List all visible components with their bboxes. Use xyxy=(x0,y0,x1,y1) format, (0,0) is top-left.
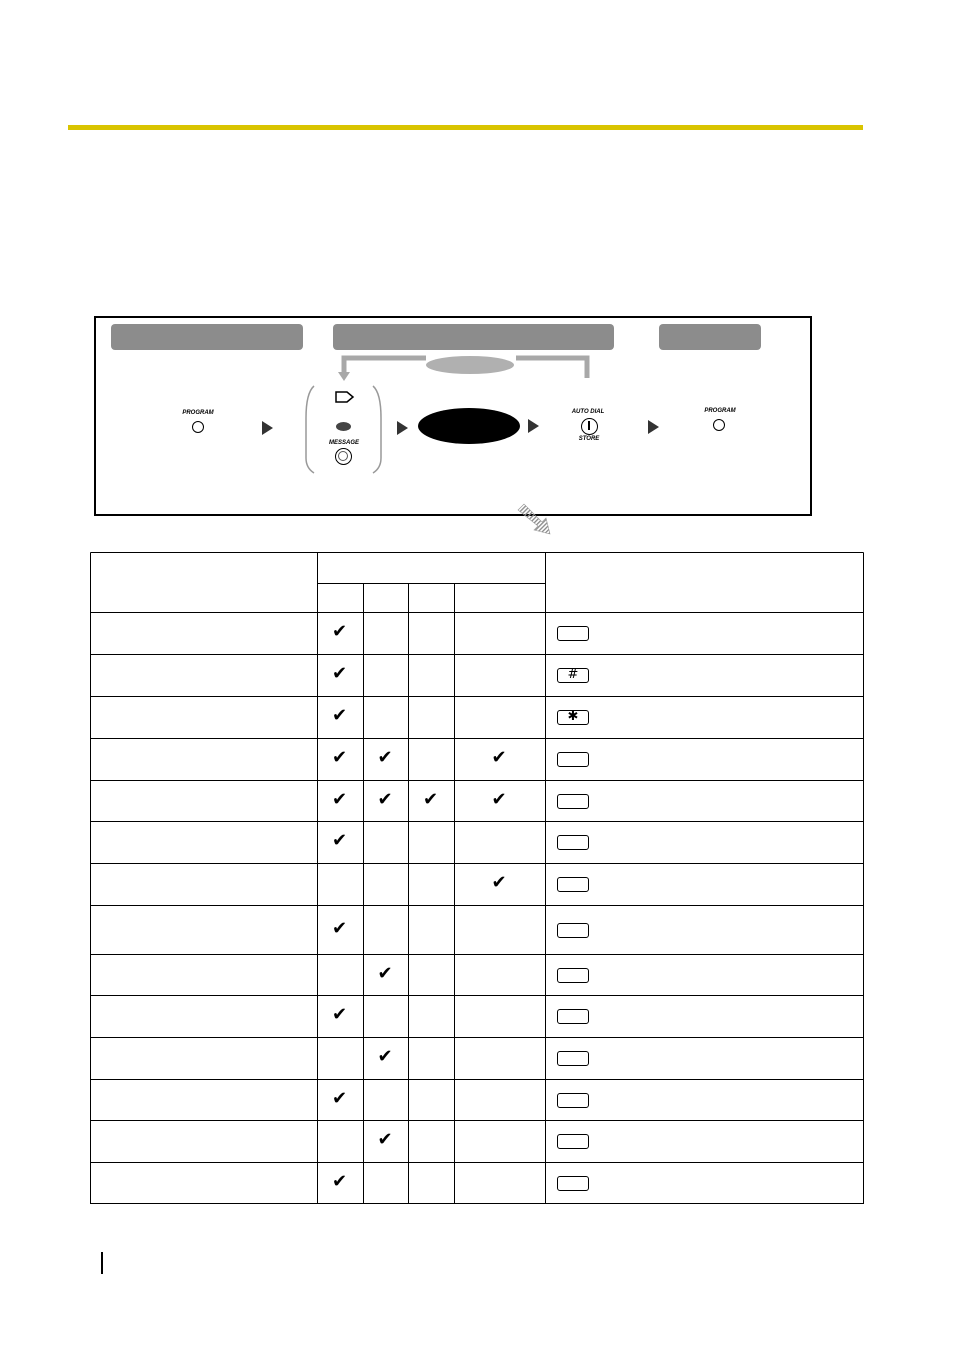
check-mark-icon: ✔ xyxy=(332,917,348,939)
dial-key-icon xyxy=(557,794,589,809)
check-mark-icon: ✔ xyxy=(491,872,507,893)
check-mark-icon: ✔ xyxy=(332,705,348,726)
settings-table xyxy=(90,552,864,1204)
table-grid xyxy=(90,552,864,1204)
check-mark-icon: ✔ xyxy=(332,621,348,642)
dial-key-icon xyxy=(557,1134,589,1149)
program-button[interactable] xyxy=(192,421,204,433)
dial-key-icon xyxy=(557,1009,589,1024)
check-mark-icon: ✔ xyxy=(423,788,439,810)
message-label: MESSAGE xyxy=(328,440,359,446)
dial-key-icon xyxy=(557,1051,589,1066)
dial-key-icon: # xyxy=(557,668,589,683)
led-indicator xyxy=(336,422,351,431)
input-oval xyxy=(418,408,520,444)
check-mark-icon: ✔ xyxy=(377,1129,393,1150)
arrow-icon xyxy=(397,421,408,435)
check-mark-icon: ✔ xyxy=(377,747,393,768)
arrow-icon xyxy=(648,420,659,434)
check-mark-icon: ✔ xyxy=(491,747,507,768)
store-label: STORE xyxy=(578,436,600,442)
check-mark-icon: ✔ xyxy=(491,788,507,810)
dial-key-icon xyxy=(557,923,589,938)
dial-key-icon xyxy=(557,626,589,641)
check-mark-icon: ✔ xyxy=(332,747,348,768)
dial-key-icon xyxy=(557,1176,589,1191)
loop-oval xyxy=(426,356,514,374)
procedure-panel xyxy=(94,316,812,516)
program-end-label: PROGRAM xyxy=(704,408,736,414)
check-mark-icon: ✔ xyxy=(332,1004,348,1025)
line-key-icon[interactable] xyxy=(334,390,356,404)
continued-arrow-icon xyxy=(516,502,556,538)
auto-dial-store-button[interactable] xyxy=(581,418,598,435)
dial-key-icon xyxy=(557,1093,589,1108)
header-rule xyxy=(68,125,863,130)
message-button[interactable] xyxy=(335,448,352,465)
arrow-icon xyxy=(262,421,273,435)
auto-dial-label: AUTO DIAL xyxy=(571,409,605,415)
arrow-icon xyxy=(528,419,539,433)
check-mark-icon: ✔ xyxy=(377,962,393,984)
check-mark-icon: ✔ xyxy=(377,788,393,810)
program-end-button[interactable] xyxy=(713,419,725,431)
check-mark-icon: ✔ xyxy=(332,1170,348,1192)
dial-key-icon xyxy=(557,877,589,892)
check-mark-icon: ✔ xyxy=(377,1046,393,1067)
program-label: PROGRAM xyxy=(182,410,214,416)
check-mark-icon: ✔ xyxy=(332,663,348,684)
check-mark-icon: ✔ xyxy=(332,830,348,851)
dial-key-icon xyxy=(557,835,589,850)
check-mark-icon: ✔ xyxy=(332,788,348,810)
dial-key-icon xyxy=(557,752,589,767)
dial-key-icon: ✱ xyxy=(557,710,589,725)
dial-key-icon xyxy=(557,968,589,983)
check-mark-icon: ✔ xyxy=(332,1087,348,1109)
page-margin-marker xyxy=(101,1252,103,1274)
